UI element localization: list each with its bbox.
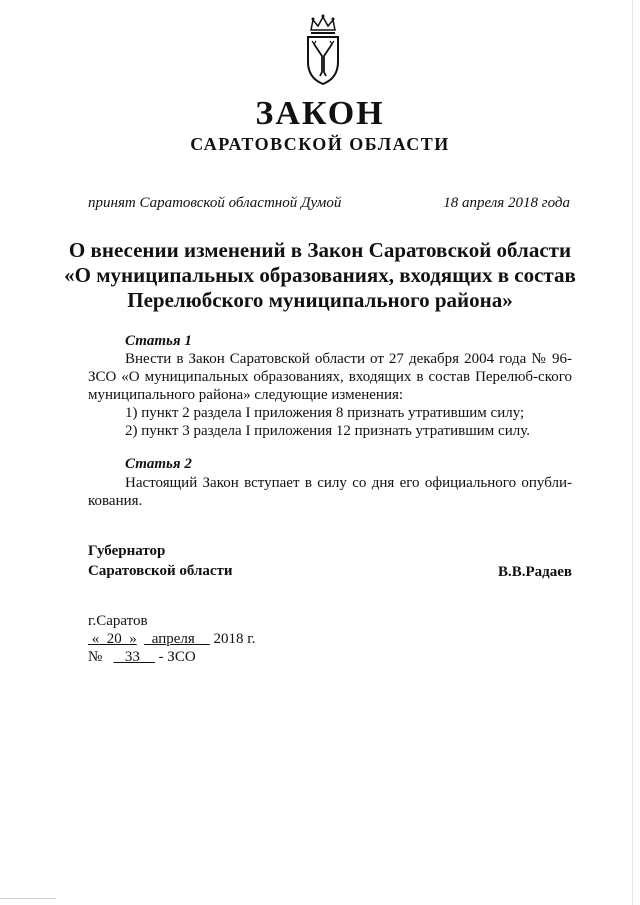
document-heading-line: Перелюбского муниципального района» [127,288,513,312]
article-1-item: 2) пункт 3 раздела I приложения 12 признать утратившим силу. [125,423,530,439]
signer-position-line: Губернатор [88,543,166,559]
signer-name: В.В.Радаев [497,564,572,580]
document-heading [60,238,580,313]
article-2-title: Статья 2 [125,456,192,472]
article-2-text: Настоящий Закон вступает в силу со дня его официального опубли-кования. [88,475,572,509]
article-1-body [88,350,572,440]
document-heading-line: О внесении изменений в Закон Саратовской области [68,238,572,262]
signer-position-line: Саратовской области [88,563,233,579]
date-open-quote: « [91,631,100,647]
scan-edge-mark [0,898,56,899]
document-heading-line: «О муниципальных образованиях, входящих в состав [64,263,576,287]
law-title: ЗАКОН [255,95,385,132]
number-value: 33 [124,649,140,665]
place-date [88,630,256,648]
article-1-title: Статья 1 [125,333,192,349]
date-month: апреля [151,631,195,647]
article-1-intro: Внести в Закон Саратовской области от 27 декабря 2004 года № 96-ЗСО «О муниципальных образованиях, входящих в состав Перелюб-ского муниципального района» следующие изменения: [88,351,572,403]
number-suffix: - ЗСО [158,649,196,665]
number-prefix: № [88,649,103,665]
law-region: САРАТОВСКОЙ ОБЛАСТИ [190,134,450,154]
place-city: г.Саратов [88,613,148,629]
scan-edge-mark [632,0,633,905]
place-and-number [88,612,256,666]
saratov-coat-of-arms-icon [303,14,343,86]
date-day: 20 [106,631,122,647]
article-1-item: 1) пункт 2 раздела I приложения 8 признать утратившим силу; [125,405,525,421]
adopted-date: 18 апреля 2018 года [443,195,570,211]
date-year: 2018 г. [213,631,256,647]
law-number [88,648,256,666]
adopted-by: принят Саратовской областной Думой [88,195,342,211]
article-2-body [88,474,572,510]
signer-position [88,541,233,581]
date-close-quote: » [129,631,137,647]
